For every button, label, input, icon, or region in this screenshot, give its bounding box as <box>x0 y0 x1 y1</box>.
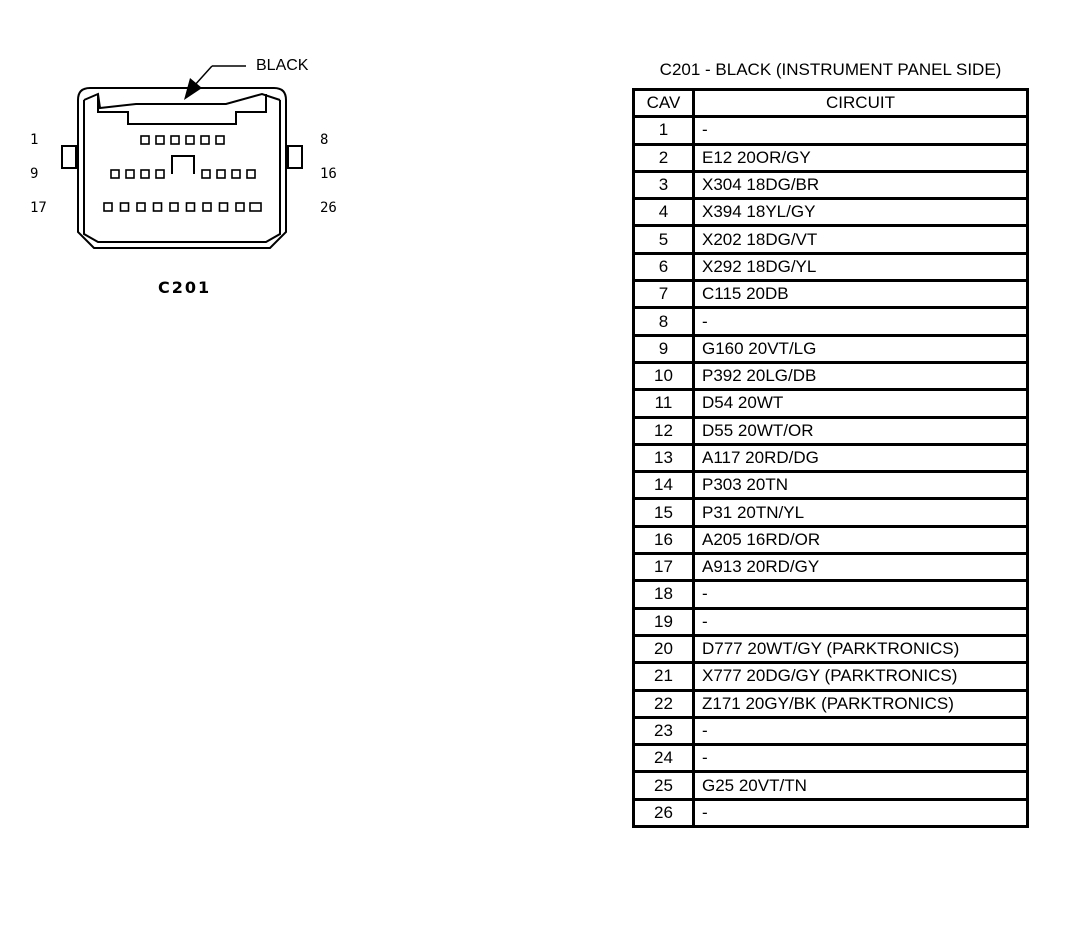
table-row <box>634 335 1028 362</box>
cavity <box>232 170 240 178</box>
connector-name: C201 <box>158 278 212 297</box>
connector-top-frame <box>98 94 266 124</box>
table-title: C201 - BLACK (INSTRUMENT PANEL SIDE) <box>659 60 1002 79</box>
circuit-cell: X304 18DG/BR <box>694 171 1028 198</box>
circuit-cell: - <box>694 717 1028 744</box>
cav-cell: 13 <box>634 444 694 471</box>
cavity <box>156 170 164 178</box>
circuit-cell: A205 16RD/OR <box>694 526 1028 553</box>
circuit-cell: G160 20VT/LG <box>694 335 1028 362</box>
cav-cell: 16 <box>634 526 694 553</box>
circuit-cell: - <box>694 581 1028 608</box>
cav-cell: 1 <box>634 117 694 144</box>
cavity <box>217 170 225 178</box>
pinout-table <box>632 88 1029 828</box>
table-row <box>634 690 1028 717</box>
table-row <box>634 799 1028 826</box>
cav-cell: 3 <box>634 171 694 198</box>
cav-cell: 26 <box>634 799 694 826</box>
cavity <box>111 170 119 178</box>
table-row <box>634 117 1028 144</box>
table-row <box>634 171 1028 198</box>
cav-cell: 18 <box>634 581 694 608</box>
connector-inner-outline <box>84 100 280 242</box>
circuit-cell: - <box>694 608 1028 635</box>
row2-right-label: 16 <box>320 166 337 182</box>
cav-cell: 20 <box>634 635 694 662</box>
cav-cell: 25 <box>634 772 694 799</box>
cav-cell: 8 <box>634 308 694 335</box>
table-row <box>634 635 1028 662</box>
cav-cell: 17 <box>634 554 694 581</box>
table-row <box>634 526 1028 553</box>
cav-cell: 15 <box>634 499 694 526</box>
table-row <box>634 281 1028 308</box>
circuit-cell: X292 18DG/YL <box>694 253 1028 280</box>
cavity <box>121 203 129 211</box>
circuit-cell: - <box>694 799 1028 826</box>
circuit-cell: D54 20WT <box>694 390 1028 417</box>
connector-diagram <box>0 0 600 320</box>
table-row <box>634 663 1028 690</box>
cav-cell: 12 <box>634 417 694 444</box>
circuit-cell: - <box>694 745 1028 772</box>
circuit-cell: Z171 20GY/BK (PARKTRONICS) <box>694 690 1028 717</box>
cav-cell: 5 <box>634 226 694 253</box>
color-callout-label: BLACK <box>256 57 309 74</box>
color-callout <box>184 57 309 100</box>
cav-cell: 11 <box>634 390 694 417</box>
circuit-cell: P303 20TN <box>694 472 1028 499</box>
cav-cell: 21 <box>634 663 694 690</box>
cav-cell: 24 <box>634 745 694 772</box>
cav-cell: 7 <box>634 281 694 308</box>
circuit-cell: E12 20OR/GY <box>694 144 1028 171</box>
circuit-cell: A913 20RD/GY <box>694 554 1028 581</box>
circuit-cell: G25 20VT/TN <box>694 772 1028 799</box>
table-row <box>634 362 1028 389</box>
connector-key <box>172 156 194 174</box>
cav-cell: 10 <box>634 362 694 389</box>
table-row <box>634 745 1028 772</box>
circuit-cell: X394 18YL/GY <box>694 199 1028 226</box>
cav-cell: 9 <box>634 335 694 362</box>
cav-header: CAV <box>634 90 694 117</box>
cavity <box>141 136 149 144</box>
cav-cell: 23 <box>634 717 694 744</box>
row3-right-label: 26 <box>320 200 337 216</box>
cavity <box>126 170 134 178</box>
table-header-row <box>634 90 1028 117</box>
row3-left-label: 17 <box>30 200 47 216</box>
table-row <box>634 390 1028 417</box>
table-row <box>634 444 1028 471</box>
cavity <box>236 203 244 211</box>
cavity <box>247 170 255 178</box>
cav-cell: 6 <box>634 253 694 280</box>
cav-cell: 4 <box>634 199 694 226</box>
table-row <box>634 499 1028 526</box>
circuit-cell: P392 20LG/DB <box>694 362 1028 389</box>
row2-left-label: 9 <box>30 166 39 182</box>
cavity <box>250 203 261 211</box>
circuit-cell: A117 20RD/DG <box>694 444 1028 471</box>
cavity <box>170 203 178 211</box>
right-lock-tab <box>288 146 302 168</box>
table-row <box>634 717 1028 744</box>
table-row <box>634 226 1028 253</box>
circuit-cell: P31 20TN/YL <box>694 499 1028 526</box>
cavity <box>201 136 209 144</box>
cav-cell: 22 <box>634 690 694 717</box>
table-row <box>634 608 1028 635</box>
cavity <box>220 203 228 211</box>
cavity <box>141 170 149 178</box>
cavity <box>186 136 194 144</box>
cavity <box>156 136 164 144</box>
table-row <box>634 581 1028 608</box>
table-row <box>634 199 1028 226</box>
cavity <box>104 203 112 211</box>
table-row <box>634 144 1028 171</box>
cav-cell: 19 <box>634 608 694 635</box>
cavity <box>154 203 162 211</box>
row1-right-label: 8 <box>320 132 329 148</box>
cavity <box>137 203 145 211</box>
table-row <box>634 308 1028 335</box>
cavity <box>187 203 195 211</box>
cavity <box>203 203 211 211</box>
cavity <box>171 136 179 144</box>
cav-cell: 14 <box>634 472 694 499</box>
cav-cell: 2 <box>634 144 694 171</box>
table-row <box>634 417 1028 444</box>
circuit-cell: - <box>694 117 1028 144</box>
cavity <box>216 136 224 144</box>
circuit-cell: X777 20DG/GY (PARKTRONICS) <box>694 663 1028 690</box>
table-row <box>634 472 1028 499</box>
circuit-cell: D777 20WT/GY (PARKTRONICS) <box>694 635 1028 662</box>
circuit-cell: C115 20DB <box>694 281 1028 308</box>
circuit-header: CIRCUIT <box>694 90 1028 117</box>
circuit-cell: D55 20WT/OR <box>694 417 1028 444</box>
left-lock-tab <box>62 146 76 168</box>
row1-left-label: 1 <box>30 132 39 148</box>
circuit-cell: X202 18DG/VT <box>694 226 1028 253</box>
connector-latch <box>84 94 280 108</box>
table-row <box>634 772 1028 799</box>
table-row <box>634 554 1028 581</box>
circuit-cell: - <box>694 308 1028 335</box>
table-row <box>634 253 1028 280</box>
cavity <box>202 170 210 178</box>
